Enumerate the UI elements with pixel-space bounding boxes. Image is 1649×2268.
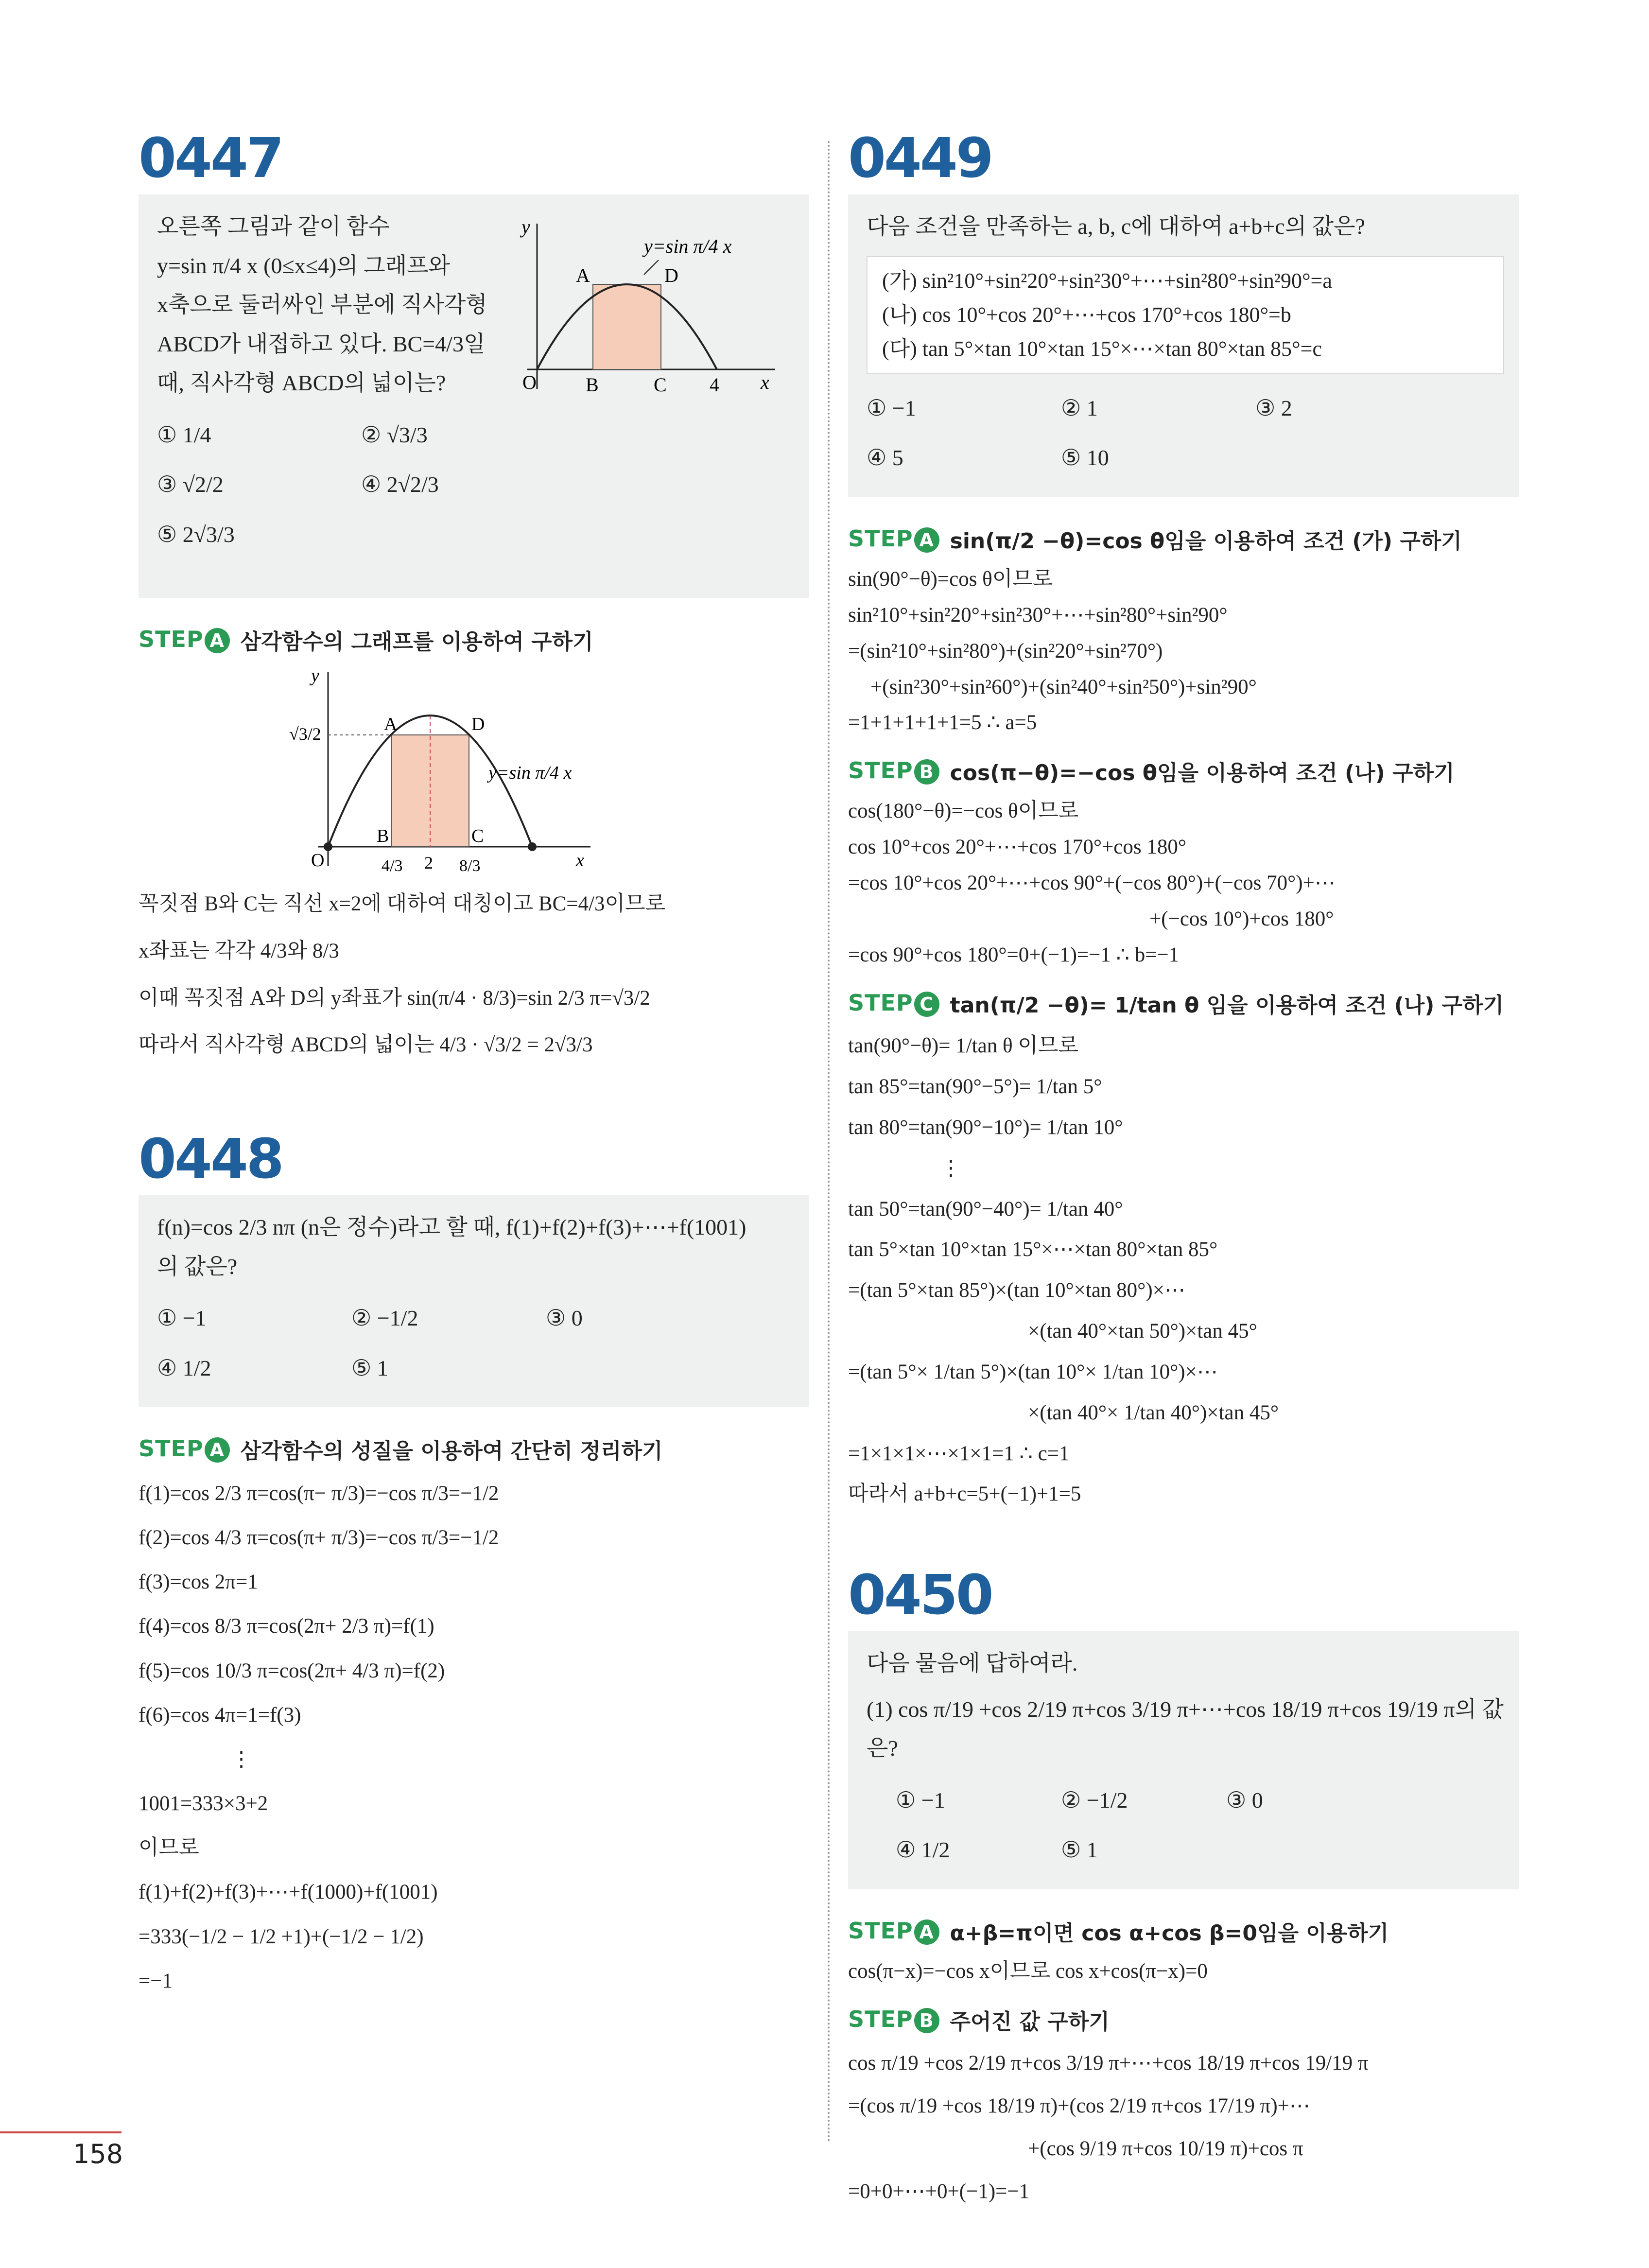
solution-line: x좌표는 각각 4/3와 8/3 xyxy=(139,939,339,962)
step-title: α+β=π이면 cos α+cos β=0임을 이용하기 xyxy=(950,1920,1389,1946)
solution-line: f(6)=cos 4π=1=f(3) xyxy=(139,1703,301,1727)
solution-line: tan 80°=tan(90°−10°)= 1/tan 10° xyxy=(848,1116,1123,1139)
solution-line: cos(180°−θ)=−cos θ이므로 xyxy=(848,800,1079,823)
solution-line: f(1)+f(2)+f(3)+⋯+f(1000)+f(1001) xyxy=(139,1881,438,1904)
step-a-header xyxy=(139,624,809,655)
label-arrow xyxy=(644,260,659,275)
solution-step-a xyxy=(848,561,1519,741)
solution-line: +(−cos 10°)+cos 180° xyxy=(1149,907,1334,931)
solution-line: +(cos 9/19 π+cos 10/19 π)+cos π xyxy=(1028,2137,1303,2161)
choice-2[interactable]: ② −1/2 xyxy=(1061,1787,1128,1813)
solution-line: ⋮ xyxy=(231,1747,252,1771)
step-a-header xyxy=(848,1916,1519,1947)
choice-4[interactable]: ④ 1/2 xyxy=(157,1355,211,1380)
question-box xyxy=(139,194,809,598)
choice-3[interactable]: ③ √2/2 xyxy=(157,472,224,497)
y-label: y xyxy=(521,216,530,238)
answer-choices xyxy=(867,1781,1504,1870)
solution-line: cos(π−x)=−cos x이므로 cos x+cos(π−x)=0 xyxy=(848,1959,1208,1983)
problem-0448 xyxy=(139,1128,809,2003)
solution-line: =333(−1/2 − 1/2 +1)+(−1/2 − 1/2) xyxy=(139,1925,424,1948)
tick-2: 2 xyxy=(424,853,433,872)
choice-4[interactable]: ④ 2√2/3 xyxy=(361,472,439,497)
solution-line: f(2)=cos 4/3 π=cos(π+ π/3)=−cos π/3=−1/2 xyxy=(139,1526,499,1550)
problem-0447 xyxy=(139,127,809,1069)
solution-line: tan 50°=tan(90°−40°)= 1/tan 40° xyxy=(848,1197,1123,1221)
step-title: cos(π−θ)=−cos θ임을 이용하여 조건 (나) 구하기 xyxy=(950,761,1455,786)
problem-number: 0449 xyxy=(848,127,992,190)
solution-line: 따라서 a+b+c=5+(−1)+1=5 xyxy=(848,1483,1081,1506)
solution-line: 따라서 직사각형 ABCD의 넓이는 4/3 · √3/2 = 2√3/3 xyxy=(139,1033,593,1057)
step-title: tan(π/2 −θ)= 1/tan θ 임을 이용하여 조건 (나) 구하기 xyxy=(950,993,1504,1018)
choice-1[interactable]: ① −1 xyxy=(157,1306,207,1330)
step-a-header xyxy=(848,523,1519,555)
answer-choices xyxy=(157,1299,795,1388)
choice-3[interactable]: ③ 2 xyxy=(1255,395,1292,420)
question-box xyxy=(848,194,1519,497)
step-c-header xyxy=(848,988,1519,1019)
choice-4[interactable]: ④ 5 xyxy=(867,445,903,471)
step-tag: STEP B xyxy=(848,757,939,785)
sub-question: (1) cos π/19 +cos 2/19 π+cos 3/19 π+⋯+cos 18/19 π+cos 19/19 π의 값은? xyxy=(867,1696,1504,1761)
step-title: 주어진 값 구하기 xyxy=(950,2009,1110,2034)
choice-1[interactable]: ① 1/4 xyxy=(157,422,211,447)
question-text xyxy=(157,207,507,403)
choice-5[interactable]: ⑤ 2√3/3 xyxy=(157,522,235,547)
problem-number: 0448 xyxy=(139,1128,282,1191)
solution-line: tan(90°−θ)= 1/tan θ 이므로 xyxy=(848,1034,1078,1058)
choice-2[interactable]: ② √3/3 xyxy=(361,422,428,447)
solution-line: 꼭짓점 B와 C는 직선 x=2에 대하여 대칭이고 BC=4/3이므로 xyxy=(139,892,666,915)
right-column xyxy=(848,127,1519,2213)
question-line: y=sin π/4 x (0≤x≤4)의 그래프와 xyxy=(157,253,450,278)
footer-accent-line xyxy=(0,2131,122,2133)
solution-line: =(tan 5°× 1/tan 5°)×(tan 10°× 1/tan 10°)×⋯ xyxy=(848,1360,1218,1383)
question-line: ABCD가 내접하고 있다. BC=4/3일 xyxy=(157,331,486,356)
choice-5[interactable]: ⑤ 1 xyxy=(1061,1837,1098,1863)
question-box xyxy=(848,1631,1519,1889)
solution-line: =0+0+⋯+0+(−1)=−1 xyxy=(848,2180,1030,2203)
point-d: D xyxy=(471,714,485,734)
solution-line: cos π/19 +cos 2/19 π+cos 3/19 π+⋯+cos 18/19 π+cos 19/19 π xyxy=(848,2051,1369,2075)
choice-4[interactable]: ④ 1/2 xyxy=(896,1837,950,1863)
tick-8-3: 8/3 xyxy=(459,857,481,875)
choice-2[interactable]: ② −1/2 xyxy=(351,1306,418,1330)
page-number: 158 xyxy=(73,2139,123,2169)
problem-number: 0450 xyxy=(848,1564,992,1627)
point-a: A xyxy=(384,714,398,734)
solution-0448 xyxy=(139,1471,809,2003)
solution-line: tan 5°×tan 10°×tan 15°×⋯×tan 80°×tan 85° xyxy=(848,1238,1218,1261)
solution-line: f(5)=cos 10/3 π=cos(2π+ 4/3 π)=f(2) xyxy=(139,1659,445,1682)
rectangle-abcd xyxy=(593,284,661,369)
solution-line: =cos 10°+cos 20°+⋯+cos 90°+(−cos 80°)+(−cos 70°)+⋯ xyxy=(848,872,1336,895)
question-line: f(n)=cos 2/3 nπ (n은 정수)라고 할 때, f(1)+f(2)+f(3)+⋯+f(1001) xyxy=(157,1215,746,1239)
solution-step-a xyxy=(848,1954,1519,1989)
tick-4: 4 xyxy=(710,374,719,396)
choice-5[interactable]: ⑤ 10 xyxy=(1061,445,1109,471)
origin-dot xyxy=(324,842,332,851)
condition-na: (나) cos 10°+cos 20°+⋯+cos 170°+cos 180°=b xyxy=(882,302,1291,327)
solution-line: ×(tan 40°× 1/tan 40°)×tan 45° xyxy=(1028,1401,1279,1424)
solution-line: =cos 90°+cos 180°=0+(−1)=−1 ∴ b=−1 xyxy=(848,943,1180,967)
solution-line: sin(90°−θ)=cos θ이므로 xyxy=(848,567,1053,591)
origin-label: O xyxy=(311,850,325,871)
step-title: 삼각함수의 성질을 이용하여 간단히 정리하기 xyxy=(240,1439,663,1464)
solution-line: tan 85°=tan(90°−5°)= 1/tan 5° xyxy=(848,1075,1102,1099)
step-b-header xyxy=(848,755,1519,786)
left-column xyxy=(139,127,809,2003)
question-box xyxy=(139,1195,809,1407)
point-c: C xyxy=(471,826,484,846)
solution-step-b xyxy=(848,2042,1519,2214)
solution-line: ×(tan 40°×tan 50°)×tan 45° xyxy=(1028,1320,1257,1343)
solution-line: f(4)=cos 8/3 π=cos(2π+ 2/3 π)=f(1) xyxy=(139,1615,434,1638)
solution-line: f(1)=cos 2/3 π=cos(π− π/3)=−cos π/3=−1/2 xyxy=(139,1482,499,1505)
step-tag: STEP A xyxy=(848,1918,939,1945)
point-d: D xyxy=(664,264,678,286)
choice-3[interactable]: ③ 0 xyxy=(546,1306,583,1330)
sine-graph xyxy=(513,214,785,399)
choice-3[interactable]: ③ 0 xyxy=(1226,1787,1263,1813)
solution-step-b xyxy=(848,793,1519,973)
question-line: 때, 직사각형 ABCD의 넓이는? xyxy=(157,370,446,395)
solution-0447 xyxy=(139,881,809,1069)
choice-1[interactable]: ① −1 xyxy=(896,1787,945,1813)
solution-line: =(sin²10°+sin²80°)+(sin²20°+sin²70°) xyxy=(848,639,1163,663)
question-text: 다음 물음에 답하여라. xyxy=(867,1651,1078,1676)
point-a: A xyxy=(576,264,590,286)
question-text: 다음 조건을 만족하는 a, b, c에 대하여 a+b+c의 값은? xyxy=(867,214,1365,239)
step-a-header xyxy=(139,1433,809,1465)
solution-line: cos 10°+cos 20°+⋯+cos 170°+cos 180° xyxy=(848,836,1187,859)
solution-line: 1001=333×3+2 xyxy=(139,1792,268,1815)
height-label: √3/2 xyxy=(289,724,321,744)
solution-line: f(3)=cos 2π=1 xyxy=(139,1570,258,1594)
column-divider xyxy=(828,141,830,2144)
solution-line: +(sin²30°+sin²60°)+(sin²40°+sin²50°)+sin²90° xyxy=(870,675,1257,698)
problem-0449 xyxy=(848,127,1519,1515)
step-title: sin(π/2 −θ)=cos θ임을 이용하여 조건 (가) 구하기 xyxy=(950,528,1462,554)
answer-choices xyxy=(867,389,1504,478)
choice-5[interactable]: ⑤ 1 xyxy=(351,1355,388,1380)
step-tag: STEP A xyxy=(848,525,939,553)
end-dot xyxy=(528,842,537,851)
choice-2[interactable]: ② 1 xyxy=(1061,395,1098,420)
solution-line: 이므로 xyxy=(139,1836,199,1860)
point-c: C xyxy=(654,374,667,396)
question-line: 오른쪽 그림과 같이 함수 xyxy=(157,214,390,239)
solution-line: =−1 xyxy=(139,1969,173,1992)
problem-0450 xyxy=(848,1564,1519,2213)
solution-line: ⋮ xyxy=(940,1156,961,1180)
step-b-header xyxy=(848,2004,1519,2035)
problem-number: 0447 xyxy=(139,127,282,190)
tick-4-3: 4/3 xyxy=(382,857,403,875)
x-label: x xyxy=(576,850,584,871)
conditions-box xyxy=(867,256,1504,374)
choice-1[interactable]: ① −1 xyxy=(867,395,916,420)
solution-graph xyxy=(279,662,668,881)
solution-line: =(tan 5°×tan 85°)×(tan 10°×tan 80°)×⋯ xyxy=(848,1279,1185,1302)
question-line: 의 값은? xyxy=(157,1254,238,1279)
condition-da: (다) tan 5°×tan 10°×tan 15°×⋯×tan 80°×tan 85°=c xyxy=(882,337,1322,361)
solution-step-c xyxy=(848,1026,1519,1515)
point-b: B xyxy=(377,826,389,846)
y-label: y xyxy=(311,665,319,686)
solution-line: =1×1×1×⋯×1×1=1 ∴ c=1 xyxy=(848,1442,1070,1465)
solution-line: sin²10°+sin²20°+sin²30°+⋯+sin²80°+sin²90° xyxy=(848,603,1228,627)
func-label: y=sin π/4 x xyxy=(644,235,732,257)
solution-line: =(cos π/19 +cos 18/19 π)+(cos 2/19 π+cos 17/19 π)+⋯ xyxy=(848,2094,1310,2117)
step-title: 삼각함수의 그래프를 이용하여 구하기 xyxy=(240,629,593,654)
step-tag: STEP B xyxy=(848,2006,939,2033)
step-tag: STEP C xyxy=(848,990,939,1017)
x-label: x xyxy=(761,371,769,393)
point-b: B xyxy=(586,374,599,396)
origin-label: O xyxy=(522,371,537,393)
solution-line: 이때 꼭짓점 A와 D의 y좌표가 sin(π/4 · 8/3)=sin 2/3 π=√3/2 xyxy=(139,986,650,1010)
answer-choices xyxy=(157,416,795,555)
func-label: y=sin π/4 x xyxy=(488,763,572,783)
solution-line: =1+1+1+1+1=5 ∴ a=5 xyxy=(848,711,1037,734)
step-tag: STEP A xyxy=(139,1435,230,1463)
question-line: x축으로 둘러싸인 부분에 직사각형 xyxy=(157,292,487,317)
condition-ga: (가) sin²10°+sin²20°+sin²30°+⋯+sin²80°+sin²90°=a xyxy=(882,268,1332,293)
step-tag: STEP A xyxy=(139,626,230,653)
